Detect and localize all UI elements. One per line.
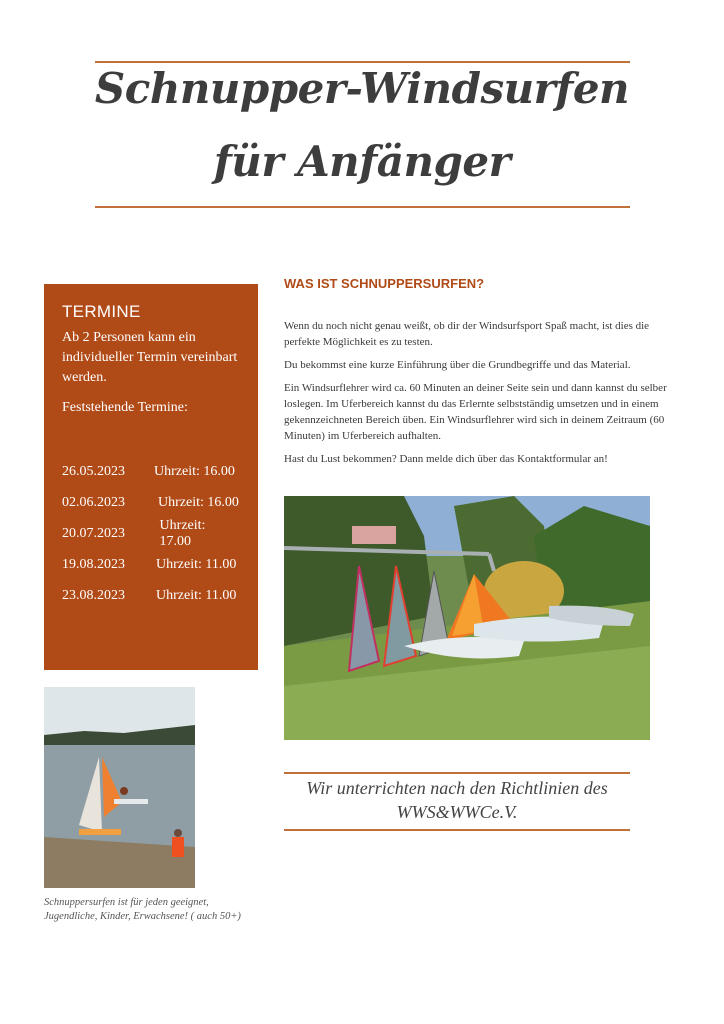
- quote-rule-bottom: [284, 829, 630, 831]
- lake-beginners-photo: [44, 687, 195, 888]
- intro-body: [284, 318, 676, 474]
- schedule-row: [62, 580, 240, 611]
- page-title-line-2: für Anfänger: [213, 137, 511, 186]
- termine-heading: TERMINE: [62, 302, 141, 321]
- guidelines-quote: Wir unterrichten nach den Richtlinien des WWS&WWCe.V.: [306, 778, 608, 822]
- schedule-date: 26.05.2023: [62, 463, 125, 479]
- section-heading: WAS IST SCHNUPPERSURFEN?: [284, 276, 485, 291]
- termine-intro: Ab 2 Personen kann ein individueller Termin vereinbart werden.: [62, 330, 238, 385]
- schedule-date: 02.06.2023: [62, 494, 125, 510]
- schedule-time: Uhrzeit: 16.00: [158, 494, 239, 510]
- photo-caption: Schnuppersurfen ist für jeden geeignet, Jugendliche, Kinder, Erwachsene! ( auch 50+): [44, 897, 241, 922]
- page-title-line-1: Schnupper-Windsurfen: [94, 64, 630, 113]
- lake-photo-graphic: [44, 687, 195, 888]
- quote-rule-top: [284, 772, 630, 774]
- title-rule-top: [95, 61, 630, 63]
- schedule-date: 19.08.2023: [62, 556, 125, 572]
- schedule-row: [62, 518, 240, 549]
- title-rule-bottom: [95, 206, 630, 208]
- schedule-time: Uhrzeit: 16.00: [154, 463, 235, 479]
- termine-sidebar: [44, 284, 258, 670]
- windsurf-equipment-photo: [284, 496, 650, 740]
- body-paragraph: Ein Windsurflehrer wird ca. 60 Minuten an deiner Seite sein und dann kannst du selber loslegen. Im Uferbereich kannst du das Erlernte selbstständig umsetzen und in einem gekennzeichneten Bereich üben. Ein Windsurflehrer wird sich in deinem Zeitraum (60 Minuten) im Uferbereich aufhalten.: [284, 382, 667, 442]
- schedule-date: 20.07.2023: [62, 525, 125, 541]
- schedule-row: [62, 549, 240, 580]
- schedule-date: 23.08.2023: [62, 587, 125, 603]
- body-paragraph: Du bekommst eine kurze Einführung über die Grundbegriffe und das Material.: [284, 359, 631, 371]
- body-paragraph: Wenn du noch nicht genau weißt, ob dir der Windsurfsport Spaß macht, ist dies die perfekte Möglichkeit es zu testen.: [284, 320, 650, 348]
- schedule-time: Uhrzeit: 17.00: [159, 517, 206, 549]
- equipment-photo-graphic: [284, 496, 650, 740]
- schedule-list: [62, 456, 240, 611]
- schedule-row: [62, 487, 240, 518]
- schedule-time: Uhrzeit: 11.00: [156, 556, 237, 572]
- body-paragraph: Hast du Lust bekommen? Dann melde dich über das Kontaktformular an!: [284, 453, 608, 465]
- fixed-dates-label: Feststehende Termine:: [62, 400, 188, 415]
- schedule-row: [62, 456, 240, 487]
- schedule-time: Uhrzeit: 11.00: [156, 587, 237, 603]
